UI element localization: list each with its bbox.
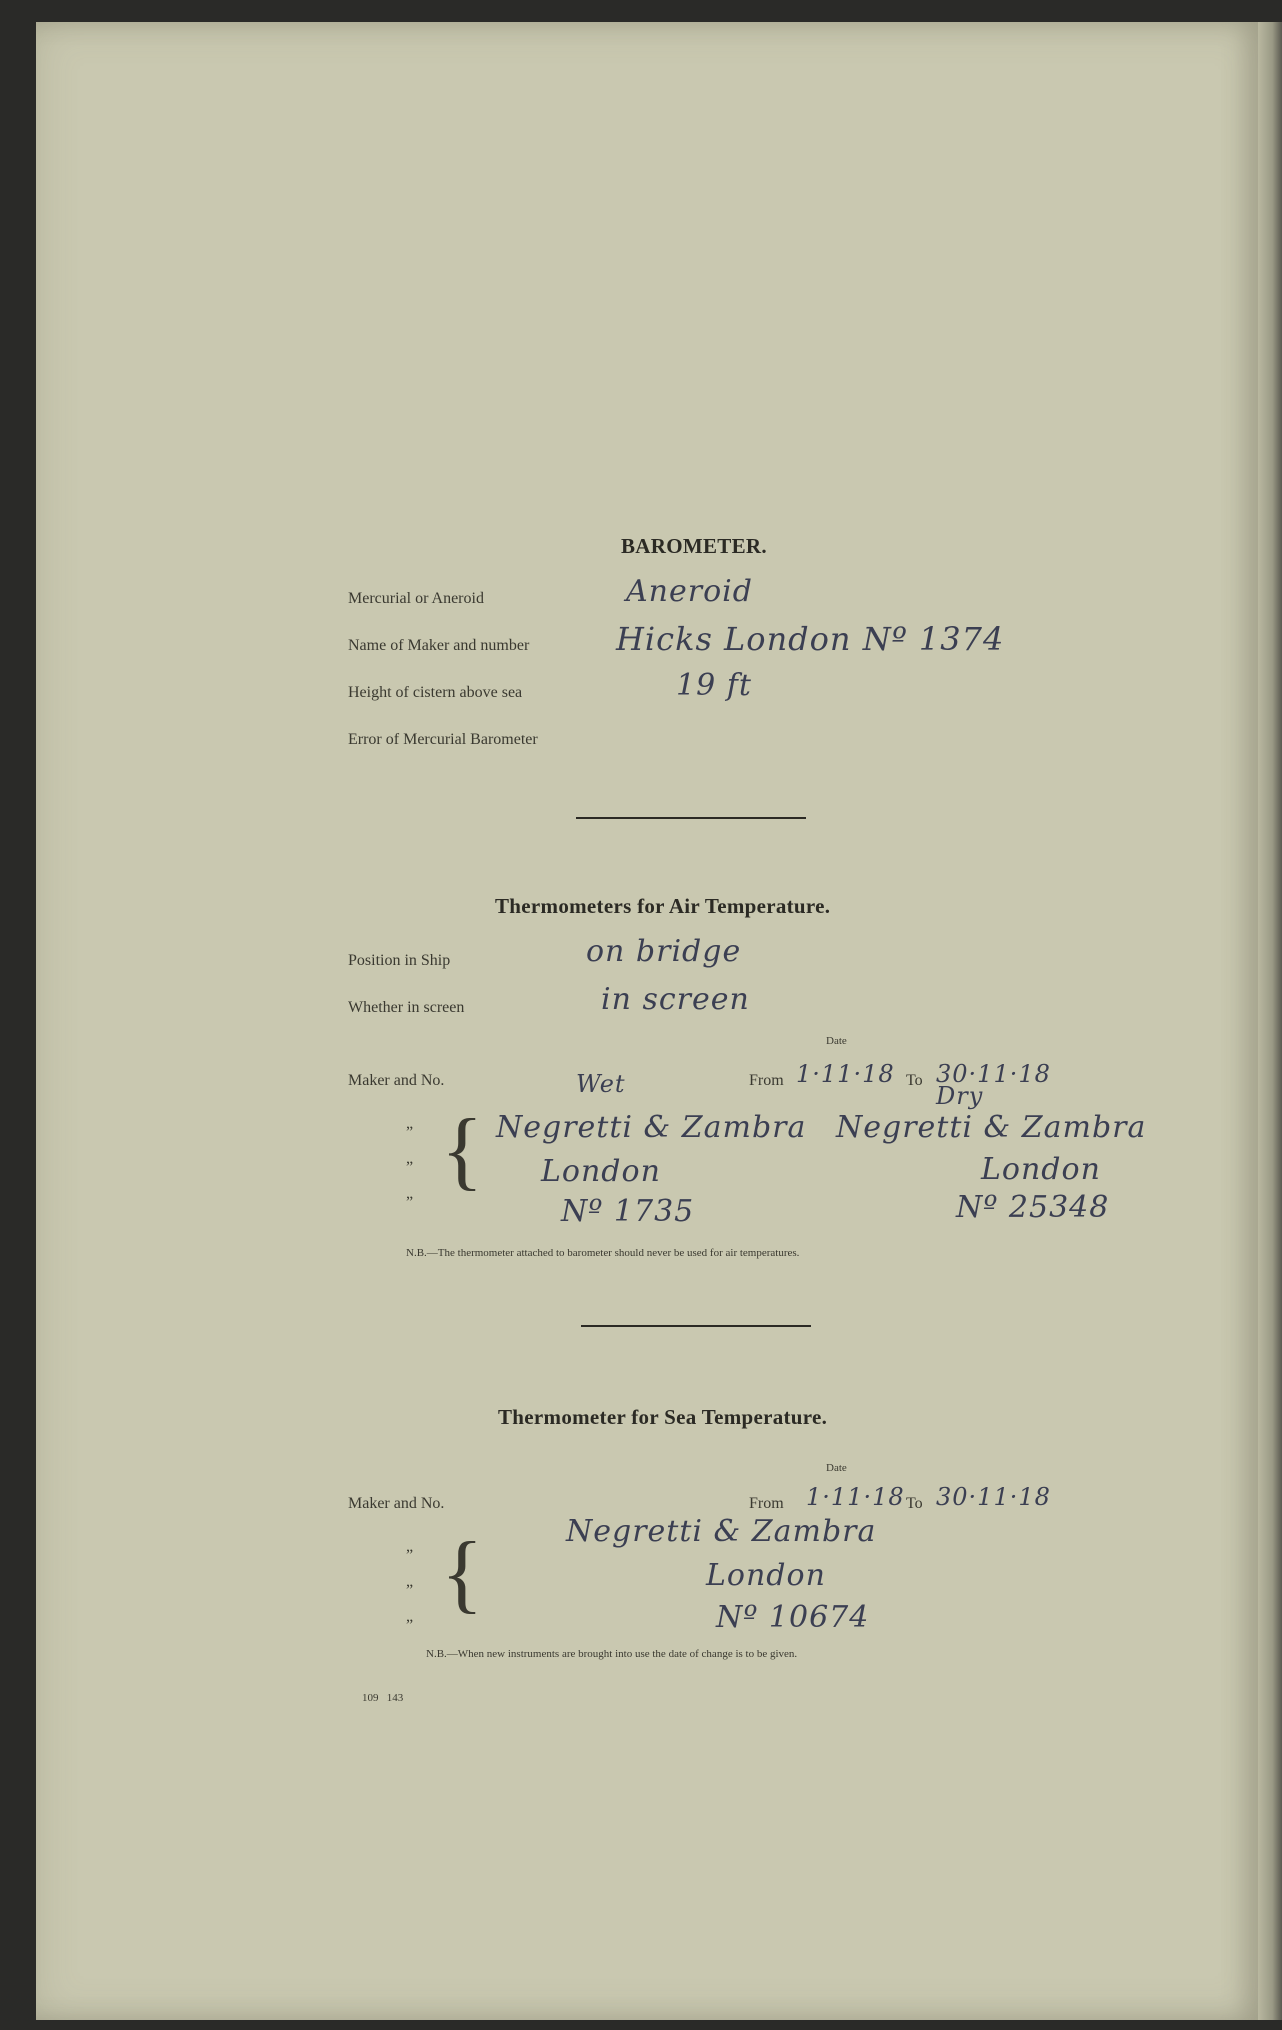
sea-to-label: To [906, 1495, 923, 1512]
air-from-date: 1·11·18 [796, 1060, 895, 1088]
form-code-number-2: 143 [386, 1692, 404, 1704]
barometer-error-label: Error of Mercurial Barometer [348, 731, 538, 748]
sea-from-date: 1·11·18 [806, 1483, 905, 1511]
barometer-heading: BAROMETER. [621, 534, 767, 558]
barometer-height-value: 19 ft [676, 668, 752, 703]
barometer-maker-value: Hicks London Nº 1374 [616, 620, 1005, 658]
air-heading: Thermometers for Air Temperature. [495, 894, 831, 918]
section-divider [581, 1325, 811, 1327]
air-screen-label: Whether in screen [348, 999, 465, 1016]
form-code [362, 1692, 403, 1704]
ditto-mark: ” [406, 1194, 414, 1211]
ditto-mark: ” [406, 1617, 414, 1634]
air-maker-label: Maker and No. [348, 1072, 445, 1089]
air-position-label: Position in Ship [348, 952, 451, 969]
sea-heading: Thermometer for Sea Temperature. [498, 1405, 828, 1429]
document-page [36, 22, 1262, 2020]
form-code-number: 109 [362, 1692, 379, 1704]
air-dry-label: Dry [936, 1082, 984, 1110]
section-divider [576, 817, 806, 819]
air-dry-city: London [981, 1152, 1101, 1187]
air-wet-number: Nº 1735 [561, 1194, 695, 1229]
ditto-mark: ” [406, 1582, 414, 1599]
air-dry-maker: Negretti & Zambra [836, 1110, 1147, 1145]
air-wet-maker: Negretti & Zambra [496, 1110, 807, 1145]
brace: { [441, 1525, 484, 1622]
sea-to-date: 30·11·18 [936, 1483, 1051, 1511]
barometer-height-label: Height of cistern above sea [348, 684, 523, 701]
air-to-label: To [906, 1072, 923, 1089]
sea-maker-label: Maker and No. [348, 1495, 445, 1512]
air-from-label: From [749, 1072, 784, 1089]
sea-city: London [706, 1558, 826, 1593]
air-position-value: on bridge [586, 934, 742, 969]
ditto-mark: ” [406, 1547, 414, 1564]
sea-number: Nº 10674 [716, 1600, 870, 1635]
barometer-maker-label: Name of Maker and number [348, 637, 530, 654]
sea-maker-name: Negretti & Zambra [566, 1514, 877, 1549]
sea-date-label: Date [826, 1462, 847, 1474]
page-edge [1258, 22, 1282, 2020]
air-dry-number: Nº 25348 [956, 1190, 1110, 1225]
barometer-type-value: Aneroid [626, 574, 753, 609]
air-to-date: 30·11·18 [936, 1060, 1051, 1088]
air-note: N.B.—The thermometer attached to barometer should never be used for air temperatures. [406, 1247, 800, 1259]
brace: { [441, 1102, 484, 1199]
sea-note: N.B.—When new instruments are brought into use the date of change is to be given. [426, 1648, 798, 1660]
air-wet-city: London [541, 1154, 661, 1189]
barometer-type-label: Mercurial or Aneroid [348, 590, 484, 607]
air-wet-label: Wet [576, 1070, 626, 1098]
ditto-mark: ” [406, 1124, 414, 1141]
air-date-label: Date [826, 1035, 847, 1047]
sea-from-label: From [749, 1495, 784, 1512]
ditto-mark: ” [406, 1159, 414, 1176]
air-screen-value: in screen [601, 982, 750, 1017]
